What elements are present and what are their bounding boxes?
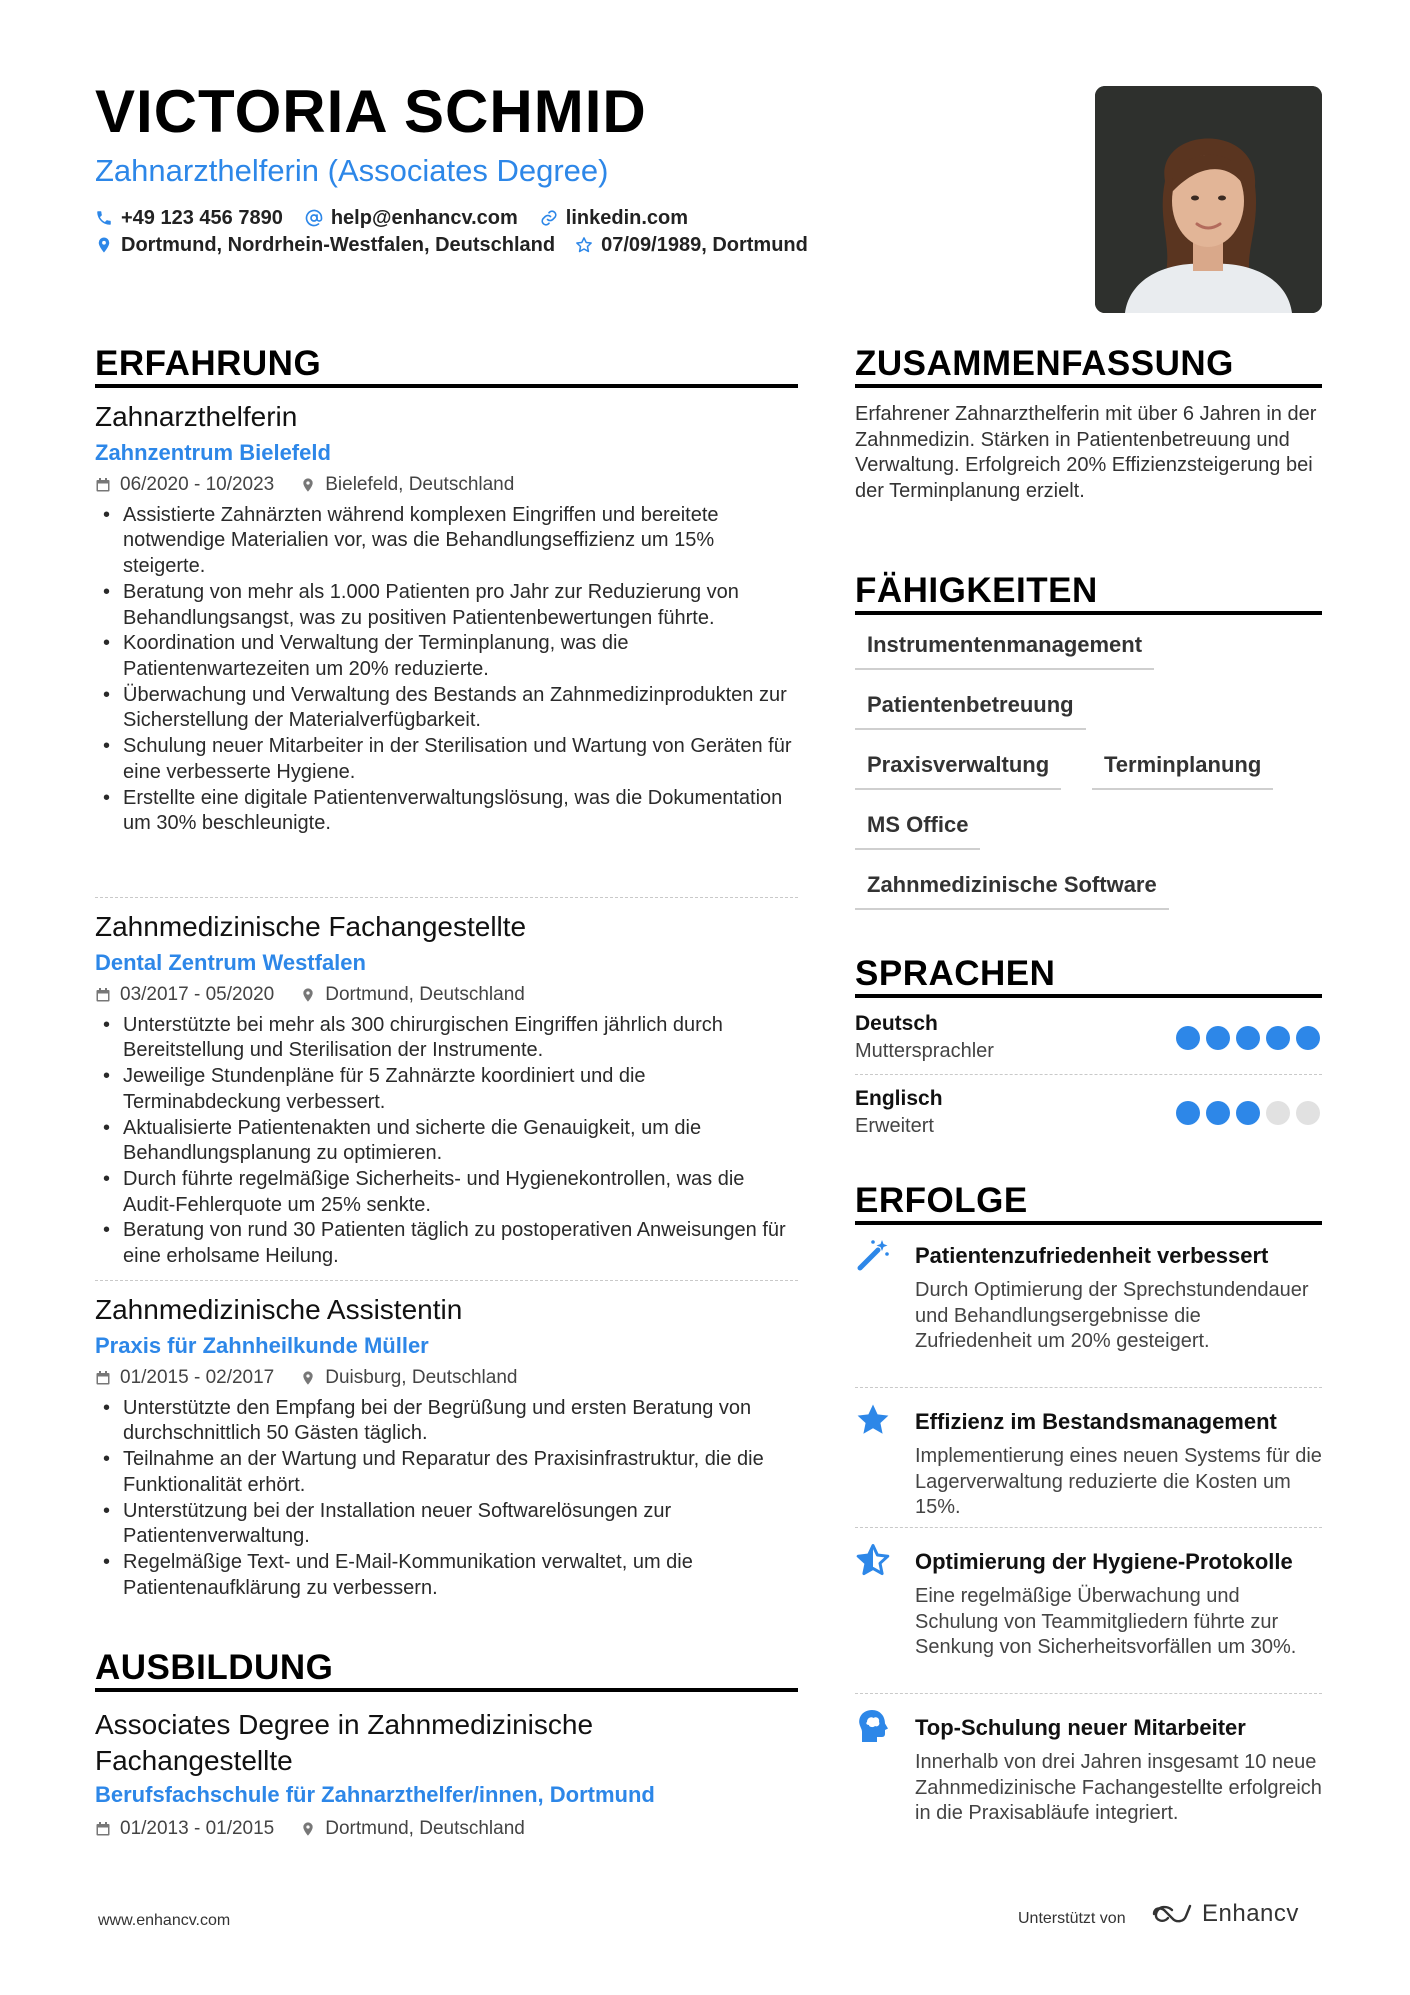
education-location — [300, 1818, 525, 1841]
job-bullet: • Assistierte Zahnärzten während komplexen Eingriffen und bereitete notwendige Materialien vor, was die Behandlungseffizienz um 15% steigerte. — [95, 503, 798, 580]
job-bullet: • Koordination und Verwaltung der Terminplanung, was die Patientenwartezeiten um 20% reduzierte. — [95, 631, 798, 682]
education-dates-text: 01/2013 - 01/2015 — [120, 1818, 275, 1839]
job-dates — [95, 984, 274, 1007]
job-dates-text: 01/2015 - 02/2017 — [120, 1366, 275, 1388]
language-rating — [1170, 1101, 1320, 1125]
job-bullet: • Unterstützte bei mehr als 300 chirurgischen Eingriffen jährlich durch Bereitstellung und Sterilisation der Instrumente. — [95, 1013, 798, 1064]
section-rule — [855, 1221, 1322, 1225]
rating-dot-filled — [1296, 1026, 1320, 1050]
job-bullet: • Teilnahme an der Wartung und Reparatur des Praxisinfrastruktur, die die Funktionalität erhört. — [95, 1447, 798, 1498]
job-company: Dental Zentrum Westfalen — [95, 949, 366, 975]
job-bullet: • Regelmäßige Text- und E-Mail-Kommunikation verwaltet, um die Patientenaufklärung zu verbessern. — [95, 1550, 798, 1601]
language-rating — [1170, 1026, 1320, 1050]
job-dates-text: 03/2017 - 05/2020 — [120, 983, 275, 1005]
section-title-skills: FÄHIGKEITEN — [855, 571, 1098, 610]
section-rule — [855, 384, 1322, 388]
job-bullet: • Unterstützung bei der Installation neuer Softwarelösungen zur Patientenverwaltung. — [95, 1499, 798, 1550]
calendar-icon — [95, 1370, 111, 1386]
section-rule — [855, 994, 1322, 998]
section-rule — [95, 1688, 798, 1692]
section-title-achievements: ERFOLGE — [855, 1181, 1028, 1220]
phone-item — [95, 208, 283, 228]
job-location-text: Dortmund, Deutschland — [325, 983, 525, 1005]
rating-dot-filled — [1206, 1101, 1230, 1125]
candidate-name: VICTORIA SCHMID — [95, 78, 647, 145]
enhancv-logo[interactable] — [1150, 1900, 1299, 1928]
location-pin-icon — [300, 1821, 316, 1837]
achievement-title: Effizienz im Bestandsmanagement — [915, 1409, 1277, 1434]
phone-text: +49 123 456 7890 — [121, 207, 283, 229]
enhancv-logo-text: Enhancv — [1202, 1900, 1299, 1927]
rating-dot-filled — [1266, 1026, 1290, 1050]
education-school: Berufsfachschule für Zahnarzthelfer/innen, Dortmund — [95, 1782, 655, 1807]
job-title: Zahnarzthelferin — [95, 401, 298, 432]
location-pin-icon — [300, 987, 316, 1003]
job-title: Zahnmedizinische Fachangestellte — [95, 911, 527, 942]
job-bullet: • Durch führte regelmäßige Sicherheits- und Hygienekontrollen, was die Audit-Fehlerquote um 25% senkte. — [95, 1167, 798, 1218]
skill-tag: MS Office — [855, 802, 980, 850]
language-level: Erweitert — [855, 1115, 934, 1137]
entry-separator — [855, 1693, 1322, 1694]
profile-photo-illustration — [1095, 86, 1322, 313]
entry-separator — [855, 1387, 1322, 1388]
enhancv-logo-icon — [1150, 1902, 1194, 1926]
section-title-languages: SPRACHEN — [855, 954, 1056, 993]
at-icon — [305, 209, 323, 227]
entry-separator — [855, 1527, 1322, 1528]
job-dates — [95, 1367, 274, 1390]
job-entry — [95, 400, 798, 837]
star-filled-icon — [855, 1402, 891, 1438]
rating-dot-filled — [1236, 1101, 1260, 1125]
job-bullets — [95, 1013, 798, 1270]
job-location — [300, 1367, 517, 1390]
birth-text: 07/09/1989, Dortmund — [601, 234, 808, 256]
rating-dot-filled — [1176, 1101, 1200, 1125]
calendar-icon — [95, 477, 111, 493]
job-bullet: • Unterstützte den Empfang bei der Begrüßung und ersten Beratung von durchschnittlich 50 Gästen täglich. — [95, 1396, 798, 1447]
section-title-experience: ERFAHRUNG — [95, 344, 322, 383]
section-rule — [855, 611, 1322, 615]
location-item — [95, 235, 555, 255]
rating-dot-empty — [1266, 1101, 1290, 1125]
birth-item — [575, 235, 808, 255]
entry-separator — [95, 897, 798, 898]
skill-tag: Zahnmedizinische Software — [855, 862, 1169, 910]
footer-url[interactable]: www.enhancv.com — [98, 1912, 231, 1929]
profile-photo — [1095, 86, 1322, 313]
email-item[interactable] — [305, 208, 518, 228]
education-dates — [95, 1818, 274, 1841]
achievement-description: Implementierung eines neuen Systems für die Lagerverwaltung reduzierte die Kosten um 15%. — [915, 1445, 1322, 1519]
skill-tag: Praxisverwaltung — [855, 742, 1061, 790]
job-meta — [95, 1367, 798, 1390]
section-title-summary: ZUSAMMENFASSUNG — [855, 344, 1234, 383]
achievement-title: Optimierung der Hygiene-Protokolle — [915, 1549, 1293, 1574]
job-title: Zahnmedizinische Assistentin — [95, 1294, 463, 1325]
achievement-description: Durch Optimierung der Sprechstundendauer und Behandlungsergebnisse die Zufriedenheit um 20% gesteigert. — [915, 1279, 1309, 1353]
job-bullet: • Beratung von mehr als 1.000 Patienten pro Jahr zur Reduzierung von Behandlungsangst, was zu positiven Patientenbewertungen führte. — [95, 580, 798, 631]
linkedin-item[interactable] — [540, 208, 688, 228]
job-bullet: • Überwachung und Verwaltung des Bestands an Zahnmedizinprodukten zur Sicherstellung der Materialverfügbarkeit. — [95, 683, 798, 734]
job-bullet: • Aktualisierte Patientenakten und sicherte die Genauigkeit, um die Behandlungsplanung zu optimieren. — [95, 1116, 798, 1167]
education-location-text: Dortmund, Deutschland — [325, 1818, 525, 1839]
job-bullet: • Erstellte eine digitale Patientenverwaltungslösung, was die Dokumentation um 30% beschleunigte. — [95, 786, 798, 837]
job-meta — [95, 984, 798, 1007]
education-meta — [95, 1818, 551, 1841]
rating-dot-filled — [1206, 1026, 1230, 1050]
contact-row-1 — [95, 208, 710, 228]
location-pin-icon — [300, 1370, 316, 1386]
skill-tag: Instrumentenmanagement — [855, 622, 1154, 670]
section-title-education: AUSBILDUNG — [95, 1648, 334, 1687]
calendar-icon — [95, 987, 111, 1003]
achievement-description: Eine regelmäßige Überwachung und Schulung von Teammitgliedern führte zur Senkung von Sicherheitsvorfällen um 30%. — [915, 1585, 1297, 1659]
footer-powered-by: Unterstützt von — [1018, 1910, 1126, 1927]
contact-row-2 — [95, 235, 830, 255]
head-brain-icon — [855, 1708, 891, 1744]
language-level: Muttersprachler — [855, 1040, 994, 1062]
job-bullet: • Schulung neuer Mitarbeiter in der Sterilisation und Wartung von Geräten für eine verbesserte Hygiene. — [95, 734, 798, 785]
job-bullets — [95, 1396, 798, 1602]
summary-text: Erfahrener Zahnarzthelferin mit über 6 Jahren in der Zahnmedizin. Stärken in Patientenbetreuung und Verwaltung. Erfolgreich 20% Effizienzsteigerung bei der Terminplanung erzielt. — [855, 403, 1317, 503]
job-entry — [95, 1293, 798, 1601]
star-outline-icon — [855, 1542, 891, 1578]
calendar-icon — [95, 1821, 111, 1837]
job-dates-text: 06/2020 - 10/2023 — [120, 473, 275, 495]
rating-dot-filled — [1236, 1026, 1260, 1050]
job-bullet: • Beratung von rund 30 Patienten täglich zu postoperativen Anweisungen für eine erholsame Heilung. — [95, 1218, 798, 1269]
job-bullet: • Jeweilige Stundenpläne für 5 Zahnärzte koordiniert und die Terminabdeckung verbessert. — [95, 1064, 798, 1115]
achievement-title: Top-Schulung neuer Mitarbeiter — [915, 1715, 1246, 1740]
entry-separator — [855, 1074, 1322, 1075]
email-text[interactable]: help@enhancv.com — [330, 207, 518, 229]
language-name: Deutsch — [855, 1012, 938, 1035]
section-rule — [95, 384, 798, 388]
job-company: Praxis für Zahnheilkunde Müller — [95, 1332, 429, 1358]
education-degree: Associates Degree in Zahnmedizinische Fachangestellte — [95, 1709, 594, 1776]
job-bullets — [95, 503, 798, 837]
candidate-role: Zahnarzthelferin (Associates Degree) — [95, 153, 609, 188]
achievement-description: Innerhalb von drei Jahren insgesamt 10 neue Zahnmedizinische Fachangestellte erfolgreich in die Praxisabläufe integriert. — [915, 1751, 1322, 1825]
location-text: Dortmund, Nordrhein-Westfalen, Deutschland — [121, 234, 556, 256]
link-icon — [540, 209, 558, 227]
skill-tag: Patientenbetreuung — [855, 682, 1086, 730]
entry-separator — [95, 1280, 798, 1281]
location-pin-icon — [95, 236, 113, 254]
job-entry — [95, 910, 798, 1270]
job-location-text: Bielefeld, Deutschland — [325, 473, 515, 495]
phone-icon — [95, 209, 113, 227]
job-location-text: Duisburg, Deutschland — [325, 1366, 518, 1388]
job-company: Zahnzentrum Bielefeld — [95, 439, 331, 465]
language-name: Englisch — [855, 1087, 943, 1110]
skill-tag: Terminplanung — [1092, 742, 1273, 790]
job-location — [300, 474, 514, 497]
magic-wand-icon — [855, 1237, 891, 1273]
star-outline-icon — [575, 236, 593, 254]
job-location — [300, 984, 525, 1007]
achievement-title: Patientenzufriedenheit verbessert — [915, 1243, 1269, 1268]
rating-dot-filled — [1176, 1026, 1200, 1050]
job-dates — [95, 474, 274, 497]
job-meta — [95, 474, 798, 497]
rating-dot-empty — [1296, 1101, 1320, 1125]
location-pin-icon — [300, 477, 316, 493]
linkedin-text[interactable]: linkedin.com — [565, 207, 689, 229]
